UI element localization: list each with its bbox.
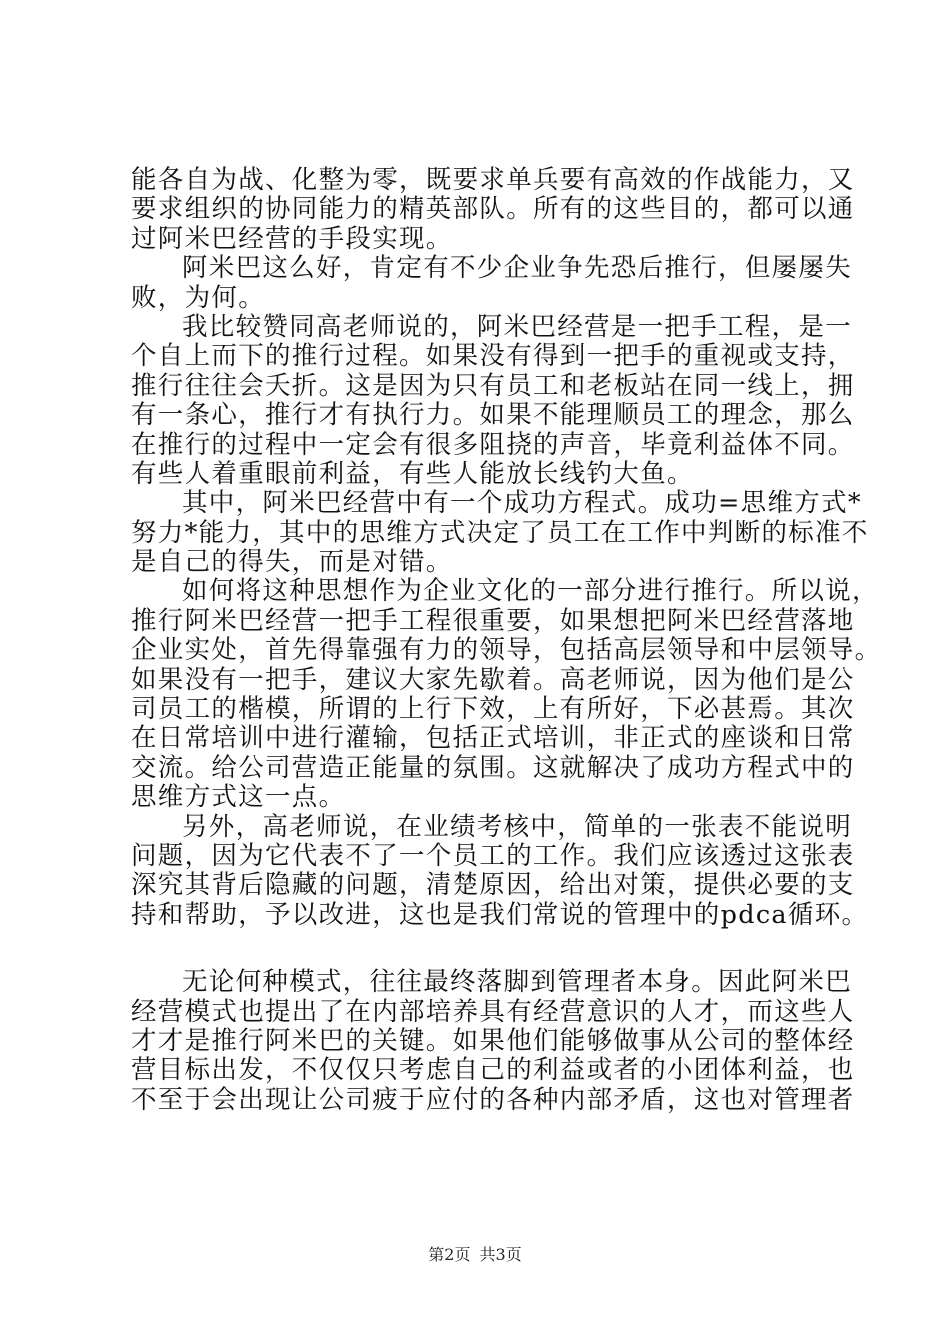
- text-line: 持和帮助，予以改进，这也是我们常说的管理中的pdca循环。: [131, 899, 869, 930]
- text-line: 企业实处，首先得靠强有力的领导，包括高层领导和中层领导。: [131, 635, 882, 666]
- paragraph-gap: [131, 930, 831, 968]
- text-line: 无论何种模式，往往最终落脚到管理者本身。因此阿米巴: [182, 967, 853, 998]
- text-line: 司员工的楷模，所谓的上行下效，上有所好，下必甚焉。其次: [131, 694, 855, 725]
- text-line: 推行往往会夭折。这是因为只有员工和老板站在同一线上，拥: [131, 370, 855, 401]
- text-line: 能各自为战、化整为零，既要求单兵要有高效的作战能力，又: [131, 165, 855, 195]
- text-line: 要求组织的协同能力的精英部队。所有的这些目的，都可以通: [131, 194, 855, 225]
- page-footer: [0, 1245, 950, 1265]
- text-line: 营目标出发，不仅仅只考虑自己的利益或者的小团体利益，也: [131, 1055, 855, 1086]
- page-total: 共3页: [479, 1245, 522, 1264]
- text-line: 是自己的得失，而是对错。: [131, 547, 453, 578]
- body-text: [131, 165, 882, 1115]
- text-line: 努力*能力，其中的思维方式决定了员工在工作中判断的标准不: [131, 517, 869, 548]
- text-line: 有一条心，推行才有执行力。如果不能理顺员工的理念，那么: [131, 400, 855, 431]
- text-line: 不至于会出现让公司疲于应付的各种内部矛盾，这也对管理者: [131, 1084, 855, 1115]
- text-line: 问题，因为它代表不了一个员工的工作。我们应该透过这张表: [131, 840, 855, 871]
- text-line: 其中，阿米巴经营中有一个成功方程式。成功=思维方式*: [182, 488, 862, 519]
- text-line: 才才是推行阿米巴的关键。如果他们能够做事从公司的整体经: [131, 1025, 855, 1056]
- text-line: 败，为何。: [131, 282, 266, 313]
- text-line: 阿米巴这么好，肯定有不少企业争先恐后推行，但屡屡失: [182, 253, 853, 284]
- text-line: 有些人着重眼前利益，有些人能放长线钓大鱼。: [131, 458, 694, 489]
- text-line: 在日常培训中进行灌输，包括正式培训，非正式的座谈和日常: [131, 723, 855, 754]
- text-line: 如何将这种思想作为企业文化的一部分进行推行。所以说，: [182, 576, 879, 607]
- text-line: 交流。给公司营造正能量的氛围。这就解决了成功方程式中的: [131, 752, 855, 783]
- text-line: 思维方式这一点。: [131, 782, 346, 813]
- page-number: 第2页: [428, 1245, 471, 1264]
- text-line: 经营模式也提出了在内部培养具有经营意识的人才，而这些人: [131, 996, 855, 1027]
- text-line: 另外，高老师说，在业绩考核中，简单的一张表不能说明: [182, 811, 853, 842]
- text-line: 如果没有一把手，建议大家先歇着。高老师说，因为他们是公: [131, 664, 855, 695]
- text-line: 推行阿米巴经营一把手工程很重要，如果想把阿米巴经营落地: [131, 605, 855, 636]
- text-line: 我比较赞同高老师说的，阿米巴经营是一把手工程，是一: [182, 311, 853, 342]
- text-line: 个自上而下的推行过程。如果没有得到一把手的重视或支持，: [131, 341, 855, 372]
- text-line: 过阿米巴经营的手段实现。: [131, 223, 453, 254]
- text-line: 在推行的过程中一定会有很多阻挠的声音，毕竟利益体不同。: [131, 429, 855, 460]
- text-line: 深究其背后隐藏的问题，清楚原因，给出对策，提供必要的支: [131, 870, 855, 901]
